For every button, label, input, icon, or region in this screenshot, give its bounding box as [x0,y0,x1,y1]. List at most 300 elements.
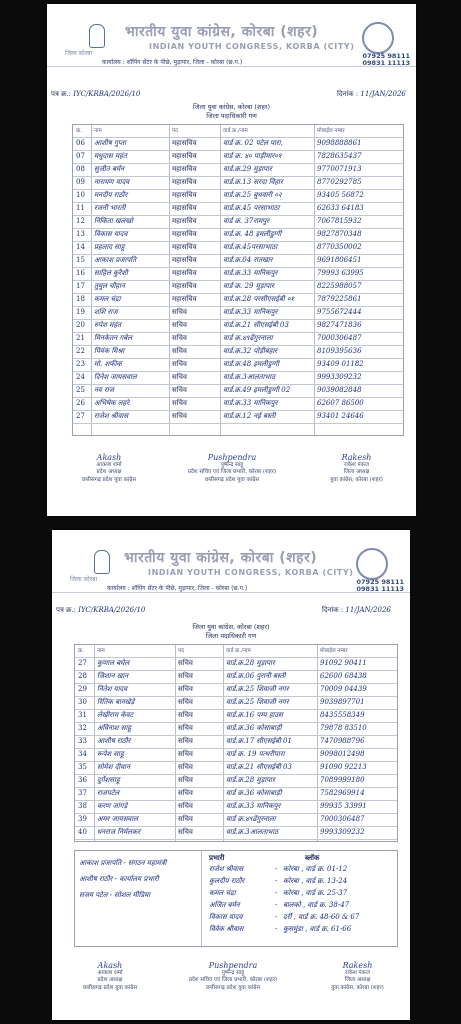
mobile-number: 9827870348 [317,230,362,238]
member-post: सचिव [178,789,193,797]
member-name: आकाश प्रजापति [94,256,137,264]
mobile-number: 79878 83510 [320,724,367,732]
ward-name: वार्ड.क्र.36 कोसाबाड़ी [226,724,282,732]
officers-table [72,124,404,436]
table-row [73,267,403,281]
ward-name: वार्ड.क्र.06 पुरानी बस्ती [226,672,286,680]
member-post: सचिव [178,815,193,823]
table-row [75,774,397,788]
ward-name: वार्ड क्र. 19 पत्थरीपारा [226,750,285,758]
table-row [73,137,403,151]
mobile-number: 8109395636 [317,347,362,355]
member-name: नारायण यादव [94,178,130,186]
signatory-name: आकाश शर्मा [97,969,123,976]
hand-logo-icon [94,550,110,574]
table-row [73,319,403,333]
member-name: नितेश यादव [97,685,128,693]
member-post: महासचिव [172,139,197,147]
member-post: सचिव [172,321,187,329]
mobile-number: 93409 01182 [317,360,364,368]
column-header: मोबाईल नम्बर [317,128,345,134]
signatory-org: छत्तीसगढ़ प्रदेश युवा कांग्रेस [205,984,261,991]
row-number: 28 [78,672,87,680]
member-name: राजपटेल [97,789,120,797]
member-name: आशीष राठौर [97,737,131,745]
row-number: 19 [76,308,85,316]
subtitle-officers: जिला पदाधिकारी गण [206,112,257,120]
member-post: महासचिव [172,165,197,173]
row-number: 11 [76,204,85,212]
member-name: निकिता खलखो [94,217,133,225]
incharge-block: बालको , वार्ड क्र. 38-47 [283,901,350,909]
signatory-name: आकाश शर्मा [96,461,122,468]
ward-name: वार्ड.क्र.04 रातखार [223,256,273,264]
office-address: कार्यालय : शॉपिंग सेंटर के पीछे, मुड़ापार, जिला - कोरबा (छ.ग.) [102,59,243,66]
ward-name: वार्ड.क्र.25 शिवाजी नगर [226,685,289,693]
block-header: ब्लॉक [305,854,320,862]
table-row [73,410,403,424]
date-label: दिनांक : [337,90,359,98]
ref-number: IYC/KRBA/2026/10 [73,90,141,98]
member-post: सचिव [178,724,193,732]
member-name: मधुदास महंत [94,152,127,160]
member-name: करण जांगड़े [97,802,128,810]
mobile-number: 93401 24646 [317,412,364,420]
org-title-hindi: भारतीय युवा कांग्रेस, कोरबा (शहर) [124,550,318,566]
signatory-org: छत्तीसगढ़ प्रदेश युवा कांग्रेस [204,476,260,483]
date-line [322,606,391,615]
row-number: 24 [76,373,85,381]
table-row [75,787,397,801]
incharge-name: अजित बर्मन [209,901,240,909]
ward-name: वार्ड क्र. 29 मुड़ापार [223,282,275,290]
row-number: 22 [76,347,85,355]
member-name: कुणाल बघेल [97,659,130,667]
table-row [73,371,403,385]
mobile-number: 93405 56872 [317,191,364,199]
special-role-name: आकाश प्रजापति [79,859,122,867]
ward-name: वार्ड क्र. 37रामपुर [223,217,270,225]
org-title-english: INDIAN YOUTH CONGRESS, KORBA (CITY) [148,568,354,577]
incharge-name: विवेक श्रीवास [209,925,244,933]
member-post: महासचिव [172,204,197,212]
prabhari-header: प्रभारी [209,854,225,862]
district-unit: जिला कोरबा [65,50,93,57]
member-post: सचिव [172,399,187,407]
row-number: 09 [76,178,85,186]
row-number: 35 [78,763,87,771]
incharge-name: राजेश श्रीवास [209,865,244,873]
incharge-block: कोरबा , वार्ड क्र. 13-24 [283,877,348,885]
row-number: 23 [76,360,85,368]
table-row [73,150,403,164]
responsibilities-box: आकाश प्रजापति - संगठन महामंत्री आशीष राठौर - कार्यालय प्रभारी सजय पटेल - सोशल मीडिया प्रभारी ब्लॉक राजेश श्रीवास - कोरबा , वार्ड क्र. 01-12 कुलदीप राठौर - कोरबा , वार्ड क्र. 13-24 कमल चंद्रा - कोरबा , वार्ड क्र. 25-37 अजित बर्मन - बालको , वार्ड क्र. 38-47 विकास यादव - दर्री , वार्ड क्र. 48-60 & 67 विवेक श्रीवास - कुसमुंडा , वार्ड क्र. 61-66 [74,850,398,947]
member-name: शशि राज [94,308,118,316]
date-value: 11/JAN/2026 [360,90,406,98]
row-number: 10 [76,191,85,199]
member-name: मिनकेतन गबेल [94,334,133,342]
member-post: सचिव [172,373,187,381]
mobile-number: 70009 04439 [320,685,367,693]
member-name: साहिल कुरैशी [94,269,128,277]
phone-2: 09831 11113 [356,585,404,593]
member-post: सचिव [178,659,193,667]
ref-number: IYC/KRBA/2026/10 [78,606,146,614]
org-title-hindi: भारतीय युवा कांग्रेस, कोरबा (शहर) [125,24,319,40]
table-row [73,202,403,216]
special-role-entry: सजय पटेल - सोशल मीडिया [79,891,151,899]
column-header: नाम [97,648,105,654]
member-post: महासचिव [172,269,197,277]
member-name: दुर्गेशसाहू [97,776,120,784]
ward-name: वार्ड.क्र.12 नई बस्ती [223,412,276,420]
member-name: प्रहलाद साहू [94,243,125,251]
member-post: सचिव [178,763,193,771]
member-post: सचिव [178,802,193,810]
ward-name: वार्ड.क्र.45परसाभाठा [223,243,278,251]
ward-name: वार्ड.क्र.49 इमलीडुग्गी 02 [223,386,291,394]
member-post: महासचिव [172,282,197,290]
special-role-name: सजय पटेल [79,891,108,899]
row-number: 33 [78,737,87,745]
row-number: 17 [76,282,85,290]
signatory-name: पुष्पेन्द्र साहू [220,461,244,468]
subtitle-unit: जिला युवा कांग्रेस, कोरबा (शहर) [192,623,270,631]
reference-line [56,606,145,615]
ward-name: वार्ड क्र.४९ढेंगुरनाला [226,815,276,823]
member-post: सचिव [178,737,193,745]
signatory-title: जिला अध्यक्ष [343,469,370,475]
incharge-name: विकास यादव [209,913,243,921]
party-emblem-icon [356,548,388,580]
mobile-number: 9039082848 [317,386,362,394]
signature-state-president [70,962,150,992]
mobile-number: 62600 68438 [320,672,367,680]
row-number: 16 [76,269,85,277]
signature-state-president [69,454,149,484]
member-name: मनदीप राठौर [94,191,128,199]
member-name: जिशान खान [97,672,129,680]
ward-name: वार्ड.क्र.29 मुड़ापार [223,165,272,173]
row-number: 13 [76,230,85,238]
table-row [73,189,403,203]
row-number: 27 [76,412,85,420]
member-post: सचिव [178,685,193,693]
member-name: सोमेश दीवान [97,763,130,771]
table-row [73,241,403,255]
signatory-org: युवा कांग्रेस, कोरबा (शहर) [331,984,384,991]
hand-logo-icon [89,24,105,48]
ward-name: वार्ड.क्र.16 पम्प हाउस [226,711,283,719]
ward-name: वार्ड क्र.36 कोसाबाड़ी [226,789,282,797]
phone-1: 07925 98111 [362,52,410,60]
row-number: 08 [76,165,85,173]
signatory-name: पुष्पेन्द्र साहू [221,969,245,976]
member-name: अभिषेक लहरे [94,399,130,407]
phone-1: 07925 98111 [356,578,404,586]
table-row [73,215,403,229]
row-number: 30 [78,698,87,706]
table-row [73,397,403,411]
signatory-org: छत्तीसगढ़ प्रदेश युवा कांग्रेस [82,984,138,991]
row-number: 21 [76,334,85,342]
incharge-block: कोरबा , वार्ड क्र. 01-12 [283,865,348,873]
subtitle-officers: जिला पदाधिकारी गण [205,632,257,640]
ward-name: वार्ड.क्र.28 मुड़ापार [226,776,275,784]
table-row [73,228,403,242]
row-number: 40 [78,828,87,836]
date-line [337,90,406,99]
row-number: 31 [78,711,87,719]
office-address: कार्यालय : शॉपिंग सेंटर के पीछे, मुड़ापार, जिला - कोरबा (छ.ग.) [107,585,248,592]
mobile-number: 7582969914 [320,789,365,797]
table-row [75,813,397,827]
column-header: नाम [94,128,102,134]
ward-name: वार्ड.क्र.48 इमलीडुग्गी [223,360,280,368]
table-row [75,696,397,710]
letter-page-1 [47,4,416,516]
letterhead [52,530,410,593]
ward-name: वार्ड क्र. 02 पटेल पारा, [223,139,283,147]
member-name: मो. शफीक [94,360,122,368]
column-header: वार्ड क्र./नाम [226,648,251,654]
member-post: सचिव [172,412,187,420]
ward-name: वार्ड.क्र.45 परसाभाठा [223,204,280,212]
member-post: सचिव [178,711,193,719]
row-number: 25 [76,386,85,394]
member-name: तुमुल चौहान [94,282,125,290]
incharge-name: कमल चंद्रा [209,889,236,897]
signature-scribble: Pushpendra [207,453,257,462]
mobile-number: 8225988057 [317,282,362,290]
member-post: महासचिव [172,256,197,264]
mobile-number: 9993309232 [317,373,362,381]
column-header: क्र. [76,128,82,134]
row-number: 20 [76,321,85,329]
ward-name: वार्ड.क्र.28 मुड़ापार [226,659,275,667]
member-post: महासचिव [172,295,197,303]
special-role-title: संगठन महामंत्री [127,859,167,867]
ward-name: वार्ड.क्र.32 पोड़ीबहार [223,347,278,355]
mobile-number: 7879225861 [317,295,362,303]
mobile-number: 8770292785 [317,178,362,186]
table-row [73,306,403,320]
row-number: 38 [78,802,87,810]
ward-name: वार्ड.क्र.21 सीएसईबी 03 [223,321,289,329]
mobile-number: 9039897701 [320,698,365,706]
table-row [73,176,403,190]
member-post: सचिव [178,672,193,680]
mobile-number: 99935 33991 [320,802,367,810]
district-unit: जिला कोरबा [70,576,98,583]
member-post: महासचिव [172,178,197,186]
row-number: 18 [76,295,85,303]
ward-name: वार्ड.क्र.33 मानिकपुर [223,308,278,316]
table-row [73,254,403,268]
subtitle-unit: जिला युवा कांग्रेस, कोरबा (शहर) [192,103,271,111]
signatory-title: प्रदेश अध्यक्ष [97,977,123,983]
ward-name: वार्ड क्र.४९ढेंगुरनाला [223,334,273,342]
signatory-title: प्रदेश सचिव एवं जिला प्रभारी, कोरबा (शहर) [187,469,277,475]
mobile-number: 7000306487 [317,334,362,342]
special-role-title: सोशल मीडिया [114,891,151,899]
row-number: 34 [78,750,87,758]
mobile-number: 9770071913 [317,165,362,173]
ward-name: वार्ड.क्र.33 मानिकपुर [226,802,281,810]
ward-name: वार्ड.क्र.33 मानिकपुर [223,269,278,277]
row-number: 07 [76,152,85,160]
member-name: आशीष गुप्ता [94,139,126,147]
incharge-block: कुसमुंडा , वार्ड क्र. 61-66 [283,925,352,933]
mobile-number: 62633 64183 [317,204,364,212]
signature-scribble: Rakesh [342,961,373,970]
member-post: सचिव [172,360,187,368]
member-name: दिनेश जायसवाल [94,373,137,381]
row-number: 15 [76,256,85,264]
mobile-number: 91092 90411 [320,659,367,667]
table-row [75,709,397,723]
ward-name: वार्ड.क्र.3आलताभाठ [226,828,279,836]
column-header: पद [172,128,179,134]
signature-district-president [309,454,404,484]
table-row [73,384,403,398]
table-row [73,293,403,307]
member-post: सचिव [172,386,187,394]
signatory-title: जिला अध्यक्ष [344,977,371,983]
table-row [75,735,397,749]
signature-district-president [310,962,405,992]
mobile-number: 9098888861 [317,139,362,147]
ref-label: पत्र क्र.: [56,606,77,614]
date-value: 11/JAN/2026 [345,606,391,614]
row-number: 36 [78,776,87,784]
signatory-title: प्रदेश सचिव एवं जिला प्रभारी, कोरबा (शहर) [188,977,278,983]
signature-district-incharge [157,454,307,484]
ward-name: वार्ड.क्र.25 शिवाजी नगर [226,698,289,706]
special-role-name: आशीष राठौर [79,875,113,883]
table-row [73,280,403,294]
member-post: महासचिव [172,217,197,225]
incharge-block: कोरबा , वार्ड क्र. 25-37 [283,889,348,897]
ward-name: वार्ड.क्र.28 परसीएसईबी ०१ [223,295,295,303]
row-number: 26 [76,399,85,407]
row-number: 32 [78,724,87,732]
ward-name: वार्ड.क्र.17 सीएसईबी 01 [226,737,292,745]
table-row [73,163,403,177]
table-row [73,345,403,359]
org-title-english: INDIAN YOUTH CONGRESS, KORBA (CITY) [149,42,355,51]
member-name: रूपेश साहू [97,750,124,758]
signatory-org: युवा कांग्रेस, कोरबा (शहर) [330,476,383,483]
signature-district-incharge [158,962,308,992]
table-row [75,683,397,697]
member-name: लेखीराम केवट [97,711,134,719]
special-role-entry: आशीष राठौर - कार्यालय प्रभारी [79,875,159,883]
mobile-number: 9827471836 [317,321,362,329]
mobile-number: 7067815932 [317,217,362,225]
mobile-number: 9993309232 [320,828,365,836]
row-number: 12 [76,217,85,225]
signature-scribble: Akash [97,961,123,970]
ward-name: वार्ड.क्र.33 मानिकपुर [223,399,278,407]
member-name: रितिक बानखेड़े [97,698,135,706]
signature-scribble: Akash [96,453,122,462]
column-header: वार्ड क्र./नाम [223,128,248,134]
officers-table [74,644,398,842]
ward-name: वार्ड.क्र.25 बुधवारी ०२ [223,191,282,199]
signature-scribble: Pushpendra [208,961,258,970]
ward-name: वार्ड.क्र.3आलताभाठ [223,373,276,381]
special-role-title: कार्यालय प्रभारी [119,875,159,883]
ward-name: वार्ड.क्र. 48 इमलीडुग्गी [223,230,282,238]
ward-name: वार्ड.क्र.13 सरदा विहार [223,178,283,186]
member-name: कमल चंद्रा [94,295,121,303]
mobile-number: 9755672444 [317,308,362,316]
member-name: रुपेश महंत [94,321,122,329]
member-post: सचिव [178,776,193,784]
mobile-number: 7470988796 [320,737,365,745]
incharge-name: कुलदीप राठौर [209,877,245,885]
member-post: महासचिव [172,191,197,199]
mobile-number: 62607 86500 [317,399,364,407]
mobile-number: 9098012498 [320,750,365,758]
table-row [75,800,397,814]
row-number: 37 [78,789,87,797]
member-post: सचिव [178,698,193,706]
mobile-number: 7089999180 [320,776,365,784]
member-post: सचिव [172,347,187,355]
member-post: सचिव [178,750,193,758]
table-row [75,748,397,762]
letterhead [47,4,416,67]
column-header: क्र. [78,648,84,654]
ward-name: वार्ड क्र. ४० पाड़ीमार०१ [223,152,282,160]
ref-label: पत्र क्र.: [51,90,72,98]
row-number: 39 [78,815,87,823]
member-name: नव राज [94,386,114,394]
member-post: सचिव [178,828,193,836]
column-header: मोबाईल नम्बर [320,648,348,654]
member-post: सचिव [172,308,187,316]
member-name: धनराज निर्मलकर [97,828,141,836]
special-role-entry: आकाश प्रजापति - संगठन महामंत्री [79,859,167,867]
mobile-number: 8770350002 [317,243,362,251]
member-post: महासचिव [172,243,197,251]
table-row [75,722,397,736]
signature-scribble: Rakesh [341,453,372,462]
member-name: पियंक मिश्रा [94,347,125,355]
row-number: 29 [78,685,87,693]
mobile-number: 91090 92213 [320,763,367,771]
member-name: सुजीत बर्मन [94,165,125,173]
member-post: सचिव [172,334,187,342]
signatory-org: छत्तीसगढ़ प्रदेश युवा कांग्रेस [81,476,137,483]
mobile-number: 7828635437 [317,152,362,160]
row-number: 06 [76,139,85,147]
reference-line [51,90,140,99]
signatory-name: राकेश पंकज [344,461,369,468]
column-header: पद [178,648,185,654]
member-post: महासचिव [172,152,197,160]
table-row [75,761,397,775]
member-name: अविनाश साहू [97,724,131,732]
member-name: अमर जायसवाल [97,815,138,823]
member-name: रजनी भारती [94,204,126,212]
table-row [73,358,403,372]
member-post: महासचिव [172,230,197,238]
signatory-title: प्रदेश अध्यक्ष [96,469,122,475]
signatory-name: राकेश पंकज [345,969,370,976]
